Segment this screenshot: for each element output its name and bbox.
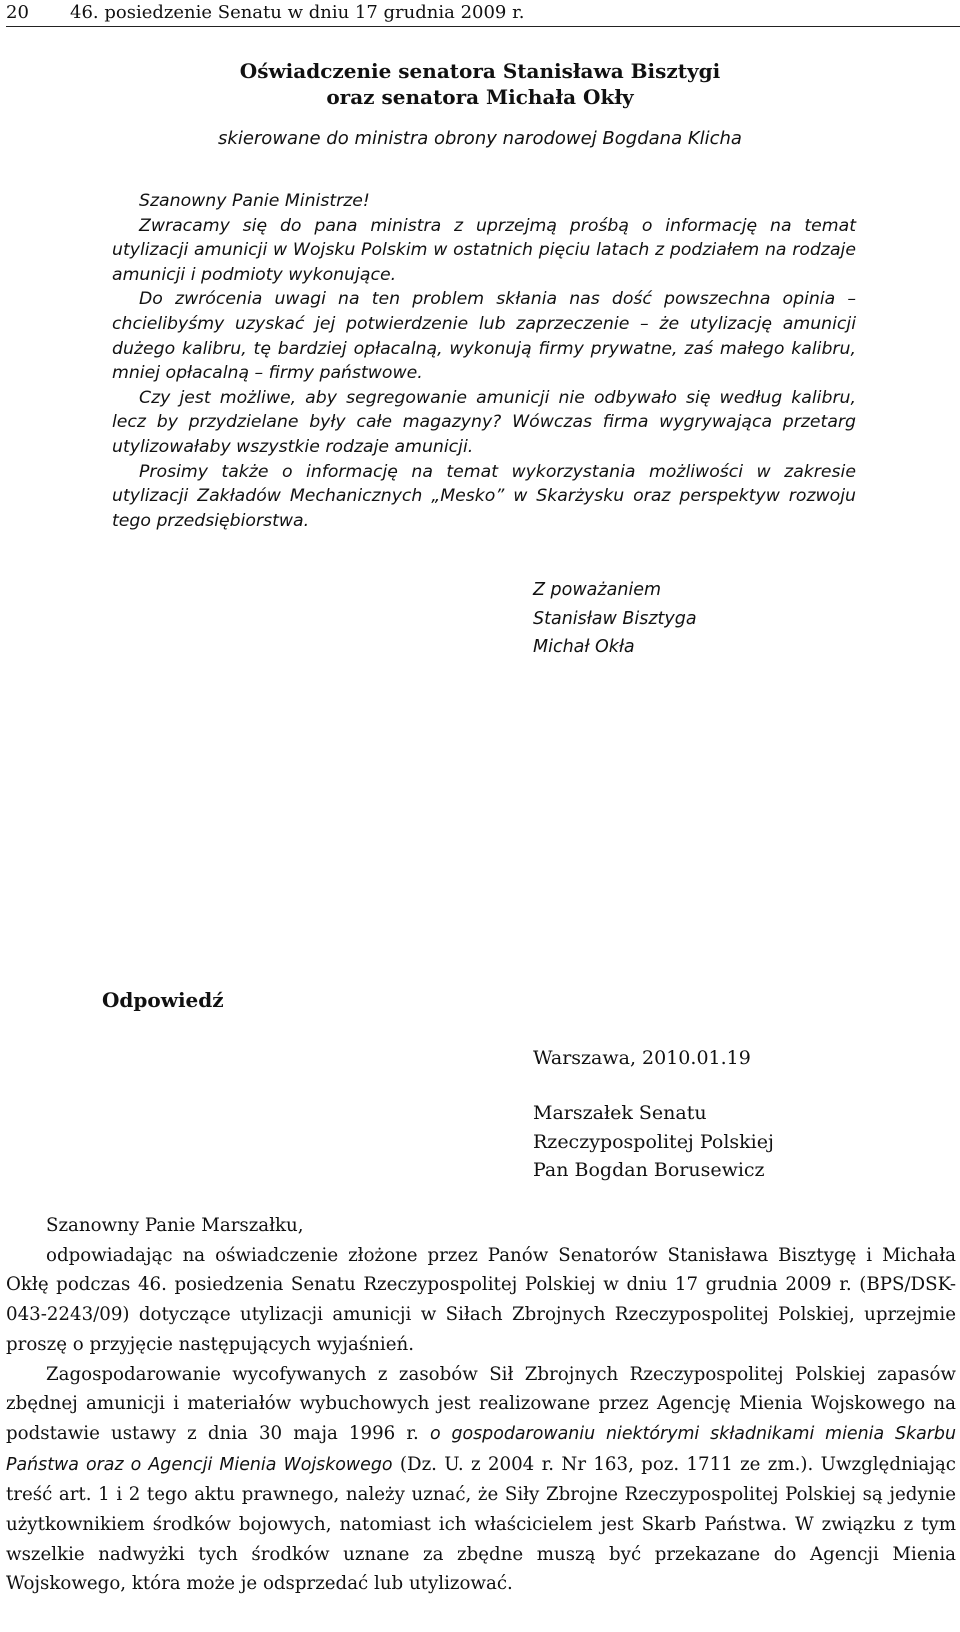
statement-paragraph: Do zwrócenia uwagi na ten problem skłania nas dość powszechna opinia – chcielibyśmy uzyskać jej potwierdzenie lub zaprzeczenie – że utylizację amunicji dużego kalibru, tę bardziej opłacalną, wykonują firmy prywatne, zaś małego kalibru, mniej opłacalną – firmy państwowe. bbox=[112, 289, 856, 384]
answer-salutation: Szanowny Panie Marszałku, bbox=[46, 1215, 304, 1236]
statement-title-line1: Oświadczenie senatora Stanisława Bisztygi bbox=[239, 59, 721, 83]
recipient-line: Rzeczypospolitej Polskiej bbox=[533, 1130, 774, 1153]
answer-recipient bbox=[533, 1099, 774, 1185]
answer-paragraph bbox=[6, 1360, 956, 1600]
running-header bbox=[6, 0, 960, 27]
recipient-line: Marszałek Senatu bbox=[533, 1102, 707, 1124]
statement-addressee: skierowane do ministra obrony narodowej Bogdana Klicha bbox=[218, 128, 742, 149]
answer-date: Warszawa, 2010.01.19 bbox=[533, 1047, 751, 1069]
answer-paragraph-text: (Dz. U. z 2004 r. Nr 163, poz. 1711 ze zm.). Uwzględniając treść art. 1 i 2 tego aktu prawnego, należy uznać, że Siły Zbrojne Rzeczypospolitej Polskiej są jedynie użytkownikiem środków bojowych, natomiast ich właścicielem jest Skarb Państwa. W związku z tym wszelkie nadwyżki tych środków uznane za zbędne muszą być przekazane do Agencji Mienia Wojskowego, która może je odsprzedać lub utylizować. bbox=[6, 1453, 956, 1595]
signatory-name: Michał Okła bbox=[533, 637, 635, 657]
closing-phrase: Z poważaniem bbox=[533, 580, 662, 600]
statement-signature bbox=[533, 576, 697, 662]
statement-body bbox=[112, 189, 856, 533]
answer-paragraph: odpowiadając na oświadczenie złożone przez Panów Senatorów Stanisława Bisztygę i Michała Okłę podczas 46. posiedzenia Senatu Rzeczypospolitej Polskiej w dniu 17 grudnia 2009 r. (BPS/DSK-043-2243/09) dotyczące utylizacji amunicji w Siłach Zbrojnych Rzeczypospolitej Polskiej, uprzejmie proszę o przyjęcie następujących wyjaśnień. bbox=[6, 1244, 956, 1355]
page-number: 20 bbox=[6, 2, 29, 23]
statement-salutation: Szanowny Panie Ministrze! bbox=[139, 191, 370, 211]
running-title: 46. posiedzenie Senatu w dniu 17 grudnia 2009 r. bbox=[70, 2, 525, 23]
act-title: o gospodarowaniu niektórymi składnikami mienia Skarbu Państwa oraz o Agencji Mienia Wojskowego bbox=[6, 1423, 956, 1475]
answer-heading: Odpowiedź bbox=[102, 988, 224, 1012]
statement-paragraph: Prosimy także o informację na temat wykorzystania możliwości w zakresie utylizacji Zakładów Mechanicznych „Mesko” w Skarżysku oraz perspektyw rozwoju tego przedsiębiorstwa. bbox=[112, 461, 856, 531]
statement-paragraph: Zwracamy się do pana ministra z uprzejmą prośbą o informację na temat utylizacji amunicji w Wojsku Polskim w ostatnich pięciu latach z podziałem na rodzaje amunicji i podmioty wykonujące. bbox=[112, 215, 856, 285]
signatory-name: Stanisław Bisztyga bbox=[533, 608, 697, 629]
recipient-line: Pan Bogdan Borusewicz bbox=[533, 1159, 765, 1181]
statement-title-line2: oraz senatora Michała Okły bbox=[326, 85, 634, 109]
answer-body bbox=[6, 1211, 956, 1599]
statement-paragraph: Czy jest możliwe, aby segregowanie amunicji nie odbywało się według kalibru, lecz by przydzielane były całe magazyny? Wówczas firma wygrywająca przetarg utylizowałaby wszystkie rodzaje amunicji. bbox=[112, 387, 856, 457]
answer-paragraph-text: Zagospodarowanie wycofywanych z zasobów Sił Zbrojnych Rzeczypospolitej Polskiej zapasów zbędnej amunicji i materiałów wybuchowych jest realizowane przez Agencję Mienia Wojskowego na podstawie ustawy z dnia 30 maja 1996 r. bbox=[6, 1363, 956, 1444]
